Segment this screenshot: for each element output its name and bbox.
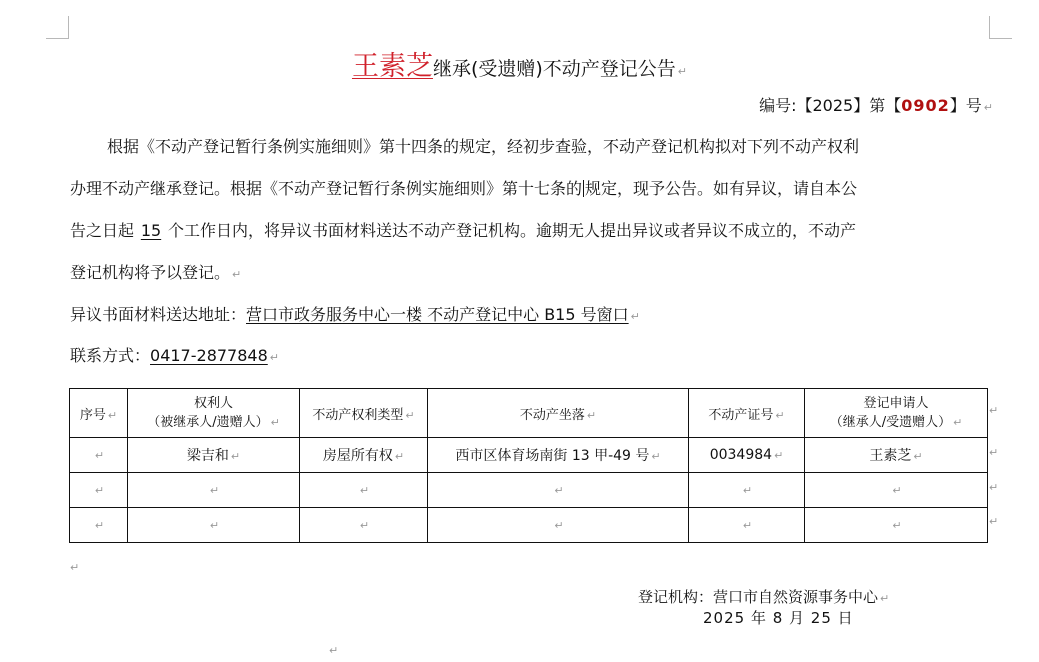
cell-holder: ↵ (128, 473, 300, 508)
header-right-type: 不动产权利类型 ↵ (300, 389, 428, 438)
registration-agency: 登记机构：营口市自然资源事务中心 ↵ (638, 588, 890, 606)
header-holder: 权利人 （被继承人/遗赠人） ↵ (128, 389, 300, 438)
header-cert-no: 不动产证号 ↵ (689, 389, 805, 438)
title-text: 继承(受遗赠)不动产登记公告 (432, 58, 676, 80)
cell-cert-no: ↵ (689, 508, 805, 543)
return-mark-icon: ↵ (269, 351, 279, 364)
cell-cert-no: 0034984 ↵ (689, 438, 805, 473)
return-mark-icon: ↵ (70, 561, 80, 574)
row-end-mark-icon: ↵ (989, 515, 999, 528)
cell-applicant: ↵ (805, 473, 988, 508)
return-mark-icon: ↵ (630, 310, 640, 323)
return-mark-icon: ↵ (677, 65, 688, 78)
header-seq: 序号 ↵ (70, 389, 128, 438)
row-end-mark-icon: ↵ (989, 404, 999, 417)
cell-right-type: 房屋所有权 ↵ (300, 438, 428, 473)
table-row (70, 508, 988, 543)
return-mark-icon: ↵ (232, 268, 242, 281)
paragraph-line-4: 登记机构将予以登记。 ↵ (70, 263, 242, 282)
return-mark-icon: ↵ (329, 644, 339, 657)
row-end-mark-icon: ↵ (989, 481, 999, 494)
header-location: 不动产坐落 ↵ (428, 389, 689, 438)
cell-applicant: ↵ (805, 508, 988, 543)
notice-date: 2025 年 8 月 25 日 (703, 609, 854, 627)
registration-table (69, 388, 988, 543)
return-mark-icon: ↵ (983, 101, 993, 114)
header-applicant: 登记申请人 （继承人/受遗赠人） ↵ (805, 389, 988, 438)
document-number: 编号:【2025】第【0902】号 ↵ (759, 96, 993, 115)
table-header-row (70, 389, 988, 438)
crop-mark-top-right (989, 16, 1012, 39)
cell-seq: ↵ (70, 473, 128, 508)
address-value: 营口市政务服务中心一楼 不动产登记中心 B15 号窗口 (246, 305, 629, 324)
cell-seq: ↵ (70, 508, 128, 543)
doc-year: 2025 (812, 96, 854, 115)
notice-title (0, 44, 1039, 83)
paragraph-line-2: 办理不动产继承登记。根据《不动产登记暂行条例实施细则》第十七条的 规定，现予公告。如有异议，请自本公 (70, 179, 858, 198)
text-cursor (583, 180, 584, 197)
cell-right-type: ↵ (300, 508, 428, 543)
objection-address (70, 302, 640, 325)
contact-info (70, 343, 279, 366)
paragraph-line-1: 根据《不动产登记暂行条例实施细则》第十四条的规定，经初步查验，不动产登记机构拟对下列不动产权利 (107, 137, 860, 156)
cell-location: ↵ (428, 473, 689, 508)
cell-location: ↵ (428, 508, 689, 543)
doc-serial: 0902 (901, 96, 950, 115)
cell-seq: ↵ (70, 438, 128, 473)
table-row (70, 473, 988, 508)
cell-location: 西市区体育场南街 13 甲-49 号 ↵ (428, 438, 689, 473)
return-mark-icon: ↵ (880, 592, 890, 605)
paragraph-line-3: 告之日起 15 个工作日内，将异议书面材料送达不动产登记机构。逾期无人提出异议或者异议不成立的，不动产 (70, 221, 857, 240)
applicant-name: 王素芝 (351, 51, 433, 82)
cell-holder: ↵ (128, 508, 300, 543)
table-row (70, 438, 988, 473)
row-end-mark-icon: ↵ (989, 446, 999, 459)
contact-phone: 0417-2877848 (150, 346, 268, 365)
cell-holder: 梁吉和 ↵ (128, 438, 300, 473)
cell-applicant: 王素芝 ↵ (805, 438, 988, 473)
contact-label: 联系方式： (70, 346, 151, 365)
objection-days: 15 (140, 221, 162, 240)
cell-right-type: ↵ (300, 473, 428, 508)
cell-cert-no: ↵ (689, 473, 805, 508)
address-label: 异议书面材料送达地址： (70, 305, 247, 324)
crop-mark-top-left (46, 16, 69, 39)
